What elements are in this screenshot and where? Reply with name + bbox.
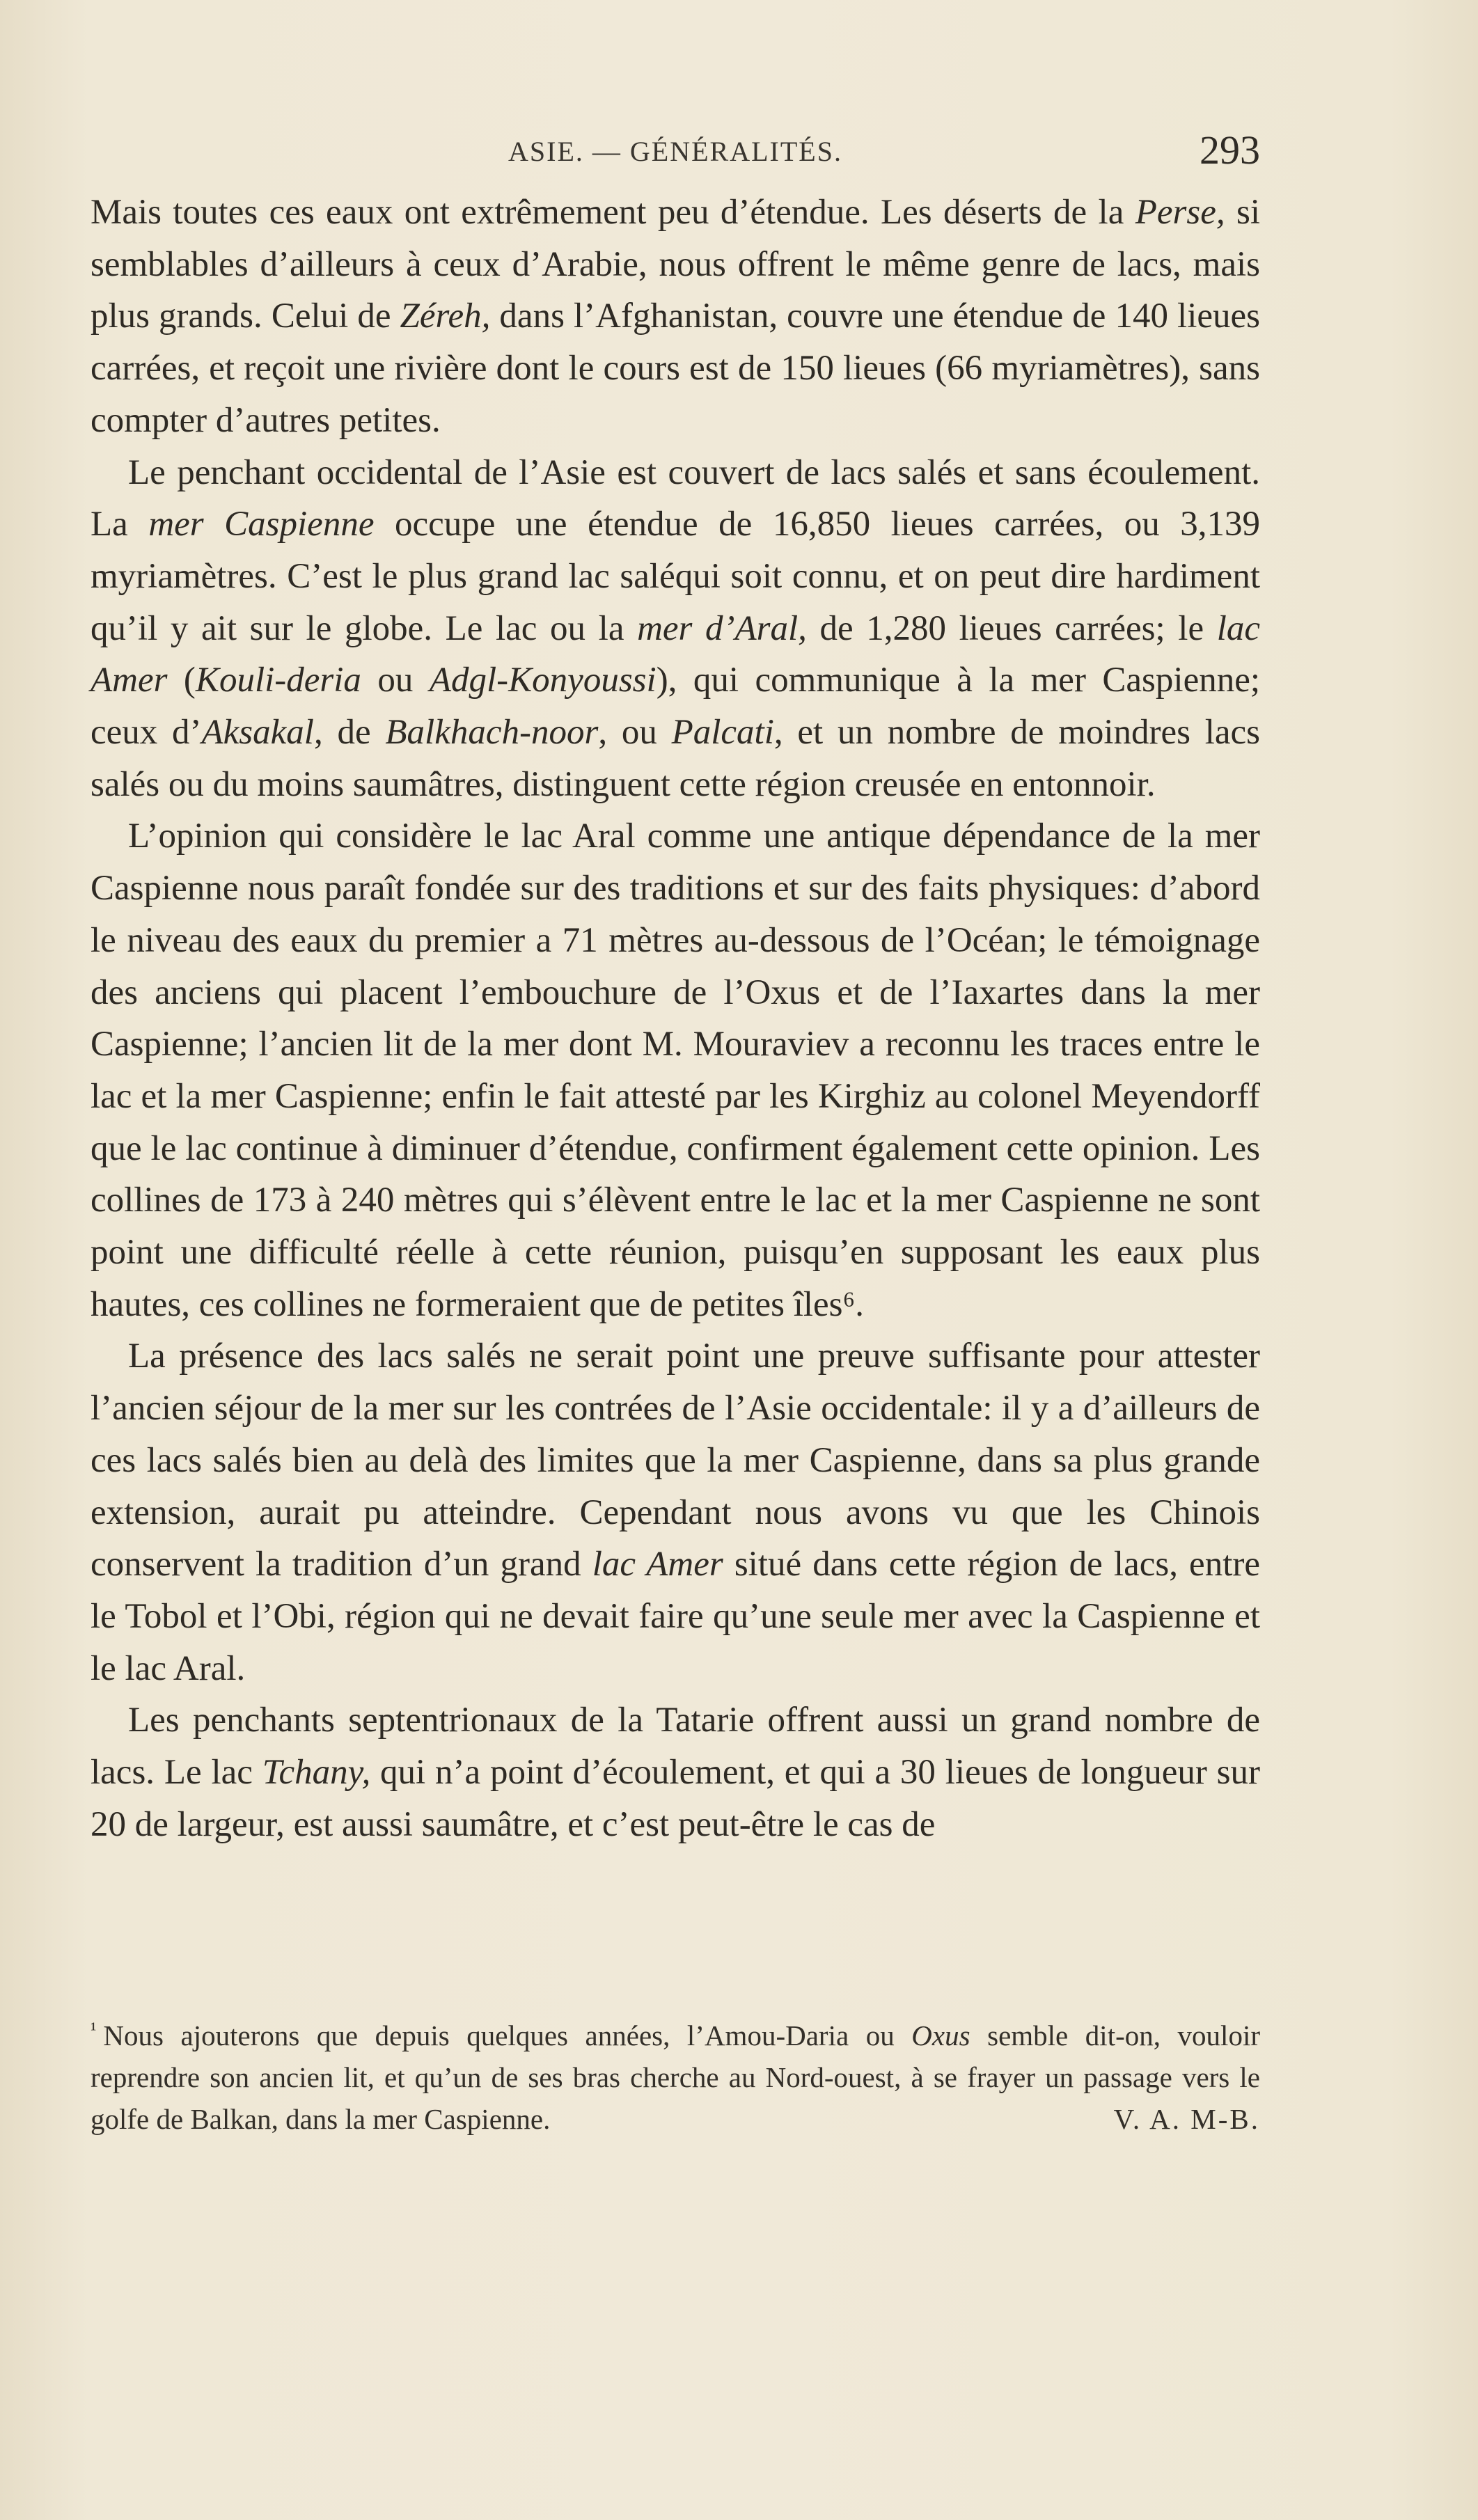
paragraph — [91, 447, 1260, 811]
footnote-text — [91, 2019, 1260, 2135]
italic-segment: Perse, — [1135, 193, 1225, 232]
footnote — [91, 2009, 1260, 2140]
text-segment: , et un nombre de moindres lacs salés ou du moins saumâtres, distinguent cette région creusée en entonnoir. — [91, 713, 1261, 804]
text-segment: ( — [167, 661, 196, 700]
italic-segment: mer Caspienne — [148, 505, 375, 544]
italic-segment: Tchany, — [262, 1753, 371, 1793]
text-segment: , ou — [598, 713, 672, 753]
text-segment: , de — [313, 713, 386, 753]
text-segment: situé dans cette région de lacs, entre le Tobol et l’Obi, région qui ne devait faire qu’une seule mer avec la Caspienne et le lac Aral. — [91, 1545, 1260, 1688]
text-segment: si semblables d’ailleurs à ceux d’Arabie, nous offrent le même genre de lacs, mais plus grands. Celui de — [91, 193, 1260, 336]
text-segment: Mais toutes ces eaux ont extrêmement peu d’étendue. Les déserts de la — [91, 193, 1135, 232]
italic-segment: Balkhach-noor — [385, 713, 599, 753]
text-segment: dans l’Afghanistan, couvre une étendue de 140 lieues carrées, et reçoit une rivière dont le cours est de 150 lieues (66 myriamètres), sans compter d’autres petites. — [91, 297, 1260, 440]
paragraph — [91, 187, 1260, 447]
page-number: 293 — [1200, 127, 1260, 173]
italic-segment: mer d’Aral, — [637, 608, 807, 648]
text-segment: Nous ajouterons que depuis quelques années, l’Amou-Daria ou — [103, 2019, 912, 2052]
text-segment: Les penchants septentrionaux de la Tatarie offrent aussi un grand nombre de lacs. Le lac — [91, 1701, 1260, 1793]
text-segment: de 1,280 lieues carrées; le — [806, 608, 1217, 648]
running-head: ASIE. — GÉNÉRALITÉS. — [508, 136, 842, 167]
paragraph — [91, 1694, 1260, 1850]
text-segment: La présence des lacs salés ne serait point une preuve suffisante pour attester l’ancien séjour de la mer sur les contrées de l’Asie occidentale: il y a d’ailleurs de ces lacs salés bien au delà des limites que la mer Caspienne, dans sa plus grande extension, aurait pu atteindre. Cependant nous avons vu que les Chinois conservent la tradition d’un grand — [91, 1337, 1260, 1584]
page-header — [91, 127, 1260, 182]
italic-segment: Zéreh, — [400, 297, 491, 336]
body-text — [91, 187, 1260, 1851]
italic-segment: Aksakal — [201, 713, 314, 753]
text-segment: occupe une étendue de 16,850 lieues carrées, ou 3,139 myriamètres. C’est le plus grand lac saléqui soit connu, et on peut dire hardiment qu’il y ait sur le globe. Le lac ou la — [91, 505, 1260, 648]
italic-segment: Palcati — [671, 713, 774, 753]
footnote-signature: V. A. M-B. — [1113, 2103, 1260, 2135]
text-segment: ou — [361, 661, 430, 700]
text-segment: ), qui communique à la mer Caspienne; ceux d’ — [91, 661, 1261, 753]
text-segment: Le penchant occidental de l’Asie est couvert de lacs salés et sans écoulement. La — [91, 452, 1260, 544]
paragraph — [91, 1330, 1260, 1694]
italic-segment: lac Amer — [592, 1545, 723, 1584]
italic-segment: Oxus — [911, 2019, 970, 2052]
italic-segment: Kouli-deria — [195, 661, 361, 700]
paragraph — [91, 810, 1260, 1330]
italic-segment: Adgl-Konyoussi — [429, 661, 657, 700]
text-segment: semble dit-on, vouloir reprendre son ancien lit, et qu’un de ses bras cherche au Nord-ouest, à se frayer un passage vers le golfe de Balkan, dans la mer Caspienne. — [91, 2019, 1260, 2135]
footnote-mark: ¹ — [91, 2019, 97, 2040]
text-segment: L’opinion qui considère le lac Aral comme une antique dépendance de la mer Caspienne nous paraît fondée sur des traditions et sur des faits physiques: d’abord le niveau des eaux du premier a 71 mètres au-dessous de l’Océan; le témoignage des anciens qui placent l’embouchure de l’Oxus et de l’Iaxartes dans la mer Caspienne; l’ancien lit de la mer dont M. Mouraviev a reconnu les traces entre le lac et la mer Caspienne; enfin le fait attesté par les Kirghiz au colonel Meyendorff que le lac continue à diminuer d’étendue, confirment également cette opinion. Les collines de 173 à 240 mètres qui s’élèvent entre le lac et la mer Caspienne ne sont point une difficulté réelle à cette réunion, puisqu’en supposant les eaux plus hautes, ces collines ne formeraient que de petites îles⁶. — [91, 817, 1260, 1324]
italic-segment: lac Amer — [91, 608, 1260, 700]
text-segment: qui n’a point d’écoulement, et qui a 30 lieues de longueur sur 20 de largeur, est aussi saumâtre, et c’est peut-être le cas de — [91, 1753, 1260, 1844]
